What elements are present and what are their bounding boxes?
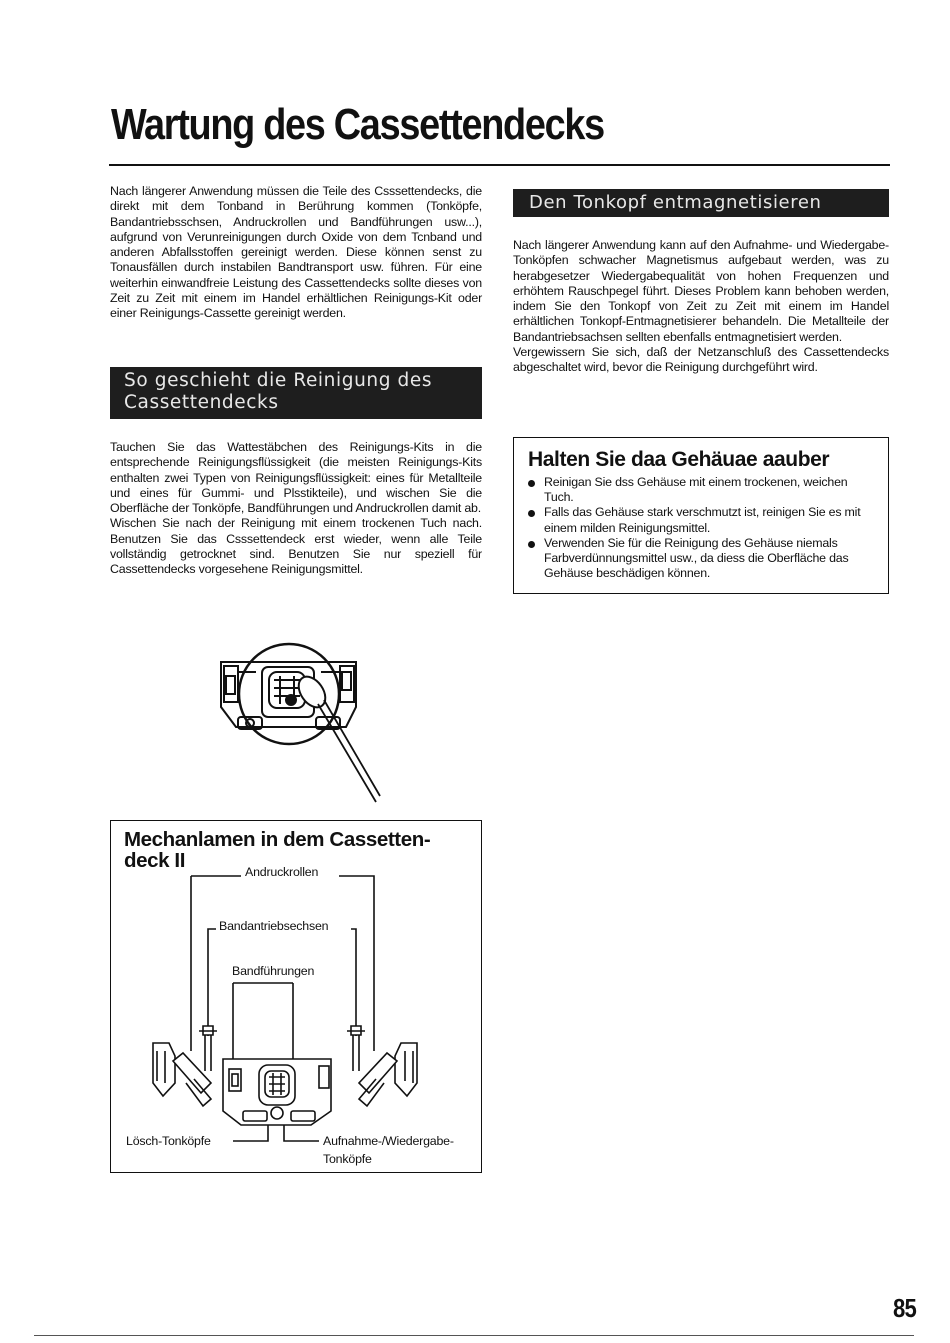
label-rec-play-heads-line1: Aufnahme-/Wiedergabe- <box>323 1134 454 1148</box>
bullet-dot-icon <box>528 480 535 487</box>
demagnetize-text <box>513 238 889 376</box>
housing-care-box <box>513 437 889 594</box>
housing-box-title: Halten Sie daa Gehäuae aauber <box>528 448 830 471</box>
cleaning-banner-line2: Cassettendecks <box>124 392 279 413</box>
mechanism-box <box>110 820 482 1173</box>
demagnetize-section-banner <box>513 189 889 217</box>
label-pinch-rollers: Andruckrollen <box>245 865 319 879</box>
cleaning-banner-line1: So geschieht die Reinigung des <box>124 370 433 391</box>
intro-paragraph: Nach längerer Anwendung müssen die Teile des Csssettendecks, die direkt mit dem Tonband in Berührung kommen (Tonköpfe, Bandantriebsschsen, Andruckrollen und Bandführungen usw...), aufgrund von Verunreinigungen durch Oxide von dem Tcnband und anderen Abfallsstoffen gereinigt werden. Diese können senst zu Tonausfällen durch instabilen Bandtransport usw. führen. Für eine weiterhin einwandfreie Leistung des Cassettendecks sollte dieses von Zeit zu Zeit mit einem im Handel erhältlichen Reinigungs-Kit oder einer Reinigungs-Cassette gereinigt werden. <box>110 184 482 321</box>
label-tape-guides: Bandführungen <box>232 964 315 978</box>
list-item: Falls das Gehäuse stark verschmutzt ist, reinigen Sie es mit einem milden Reinigungsmittel. <box>514 505 876 535</box>
cleaning-section-banner <box>110 367 482 419</box>
cleaning-paragraph-1: Tauchen Sie das Wattestäbchen des Reinigungs-Kits in die entsprechende Reinigungsflüssigkeit (die meisten Reinigungs-Kits enthalten zwei Typen von Reinigungsflüssigkeit: eines für Metallteile und eines für Gummi- und Plsstikteile), und wischen Sie die Oberfläche der Tonköpfe, Bandführungen und Andruckrollen damit ab. <box>110 440 482 516</box>
demagnetize-paragraph-1: Nach längerer Anwendung kann auf den Aufnahme- und Wiedergabe-Tonköpfen schwacher Magnetismus aufgebaut werden, was zu herabgesetzer Wiedergabequalität von hohen Frequenzen und erhöhtem Rauschpegel führt. Dieses Problem kann behoben werden, indem Sie den Tonkopf von Zeit zu Zeit mit einem im Handel erhältlichen Tonkopf-Entmagnetisierer behandeln. Die Metallteile der Bandantriebsachsen sellten ebenfalls entmagnetisiert werden. <box>513 238 889 344</box>
cassette-deck-mechanism-diagram <box>111 821 483 1174</box>
demagnetize-banner-text: Den Tonkopf entmagnetisieren <box>529 192 822 213</box>
label-rec-play-heads-line2: Tonköpfe <box>323 1152 372 1166</box>
cleaning-text <box>110 440 482 578</box>
demagnetize-paragraph-2: Vergewissern Sie sich, daß der Netzanschluß des Cassettendecks abgeschaltet wird, bevor die Reinigung durchgeführt wird. <box>513 345 889 375</box>
list-item: Verwenden Sie für die Reinigung des Gehäuse niemals Farbverdünnungsmittel usw., da diess die Oberfläche das Gehäuse beschädigen können. <box>514 536 876 582</box>
list-item: Reinigan Sie dss Gehäuse mit einem trockenen, weichen Tuch. <box>514 475 876 505</box>
page-title: Wartung des Cassettendecks <box>111 100 604 149</box>
label-capstans: Bandantriebsechsen <box>219 919 329 933</box>
cleaning-paragraph-2: Wischen Sie nach der Reinigung mit einem trockenen Tuch nach. Benutzen Sie das Csssettendeck erst wieder, wenn alle Teile vollständig getrocknet sind. Benutzen Sie nur speziell für Cassettendecks vorgesehene Reinigungsmittel. <box>110 516 482 577</box>
bullet-dot-icon <box>528 510 535 517</box>
cotton-swab-on-tape-head-illustration <box>216 632 376 812</box>
bottom-rule <box>34 1335 914 1336</box>
title-rule <box>109 164 890 166</box>
housing-bullet-list <box>514 475 876 581</box>
page-number: 85 <box>893 1293 916 1323</box>
mechanism-box-title: Mechanlamen in dem Cassetten- deck II <box>124 828 431 872</box>
bullet-dot-icon <box>528 541 535 548</box>
label-erase-heads: Lösch-Tonköpfe <box>126 1134 211 1148</box>
